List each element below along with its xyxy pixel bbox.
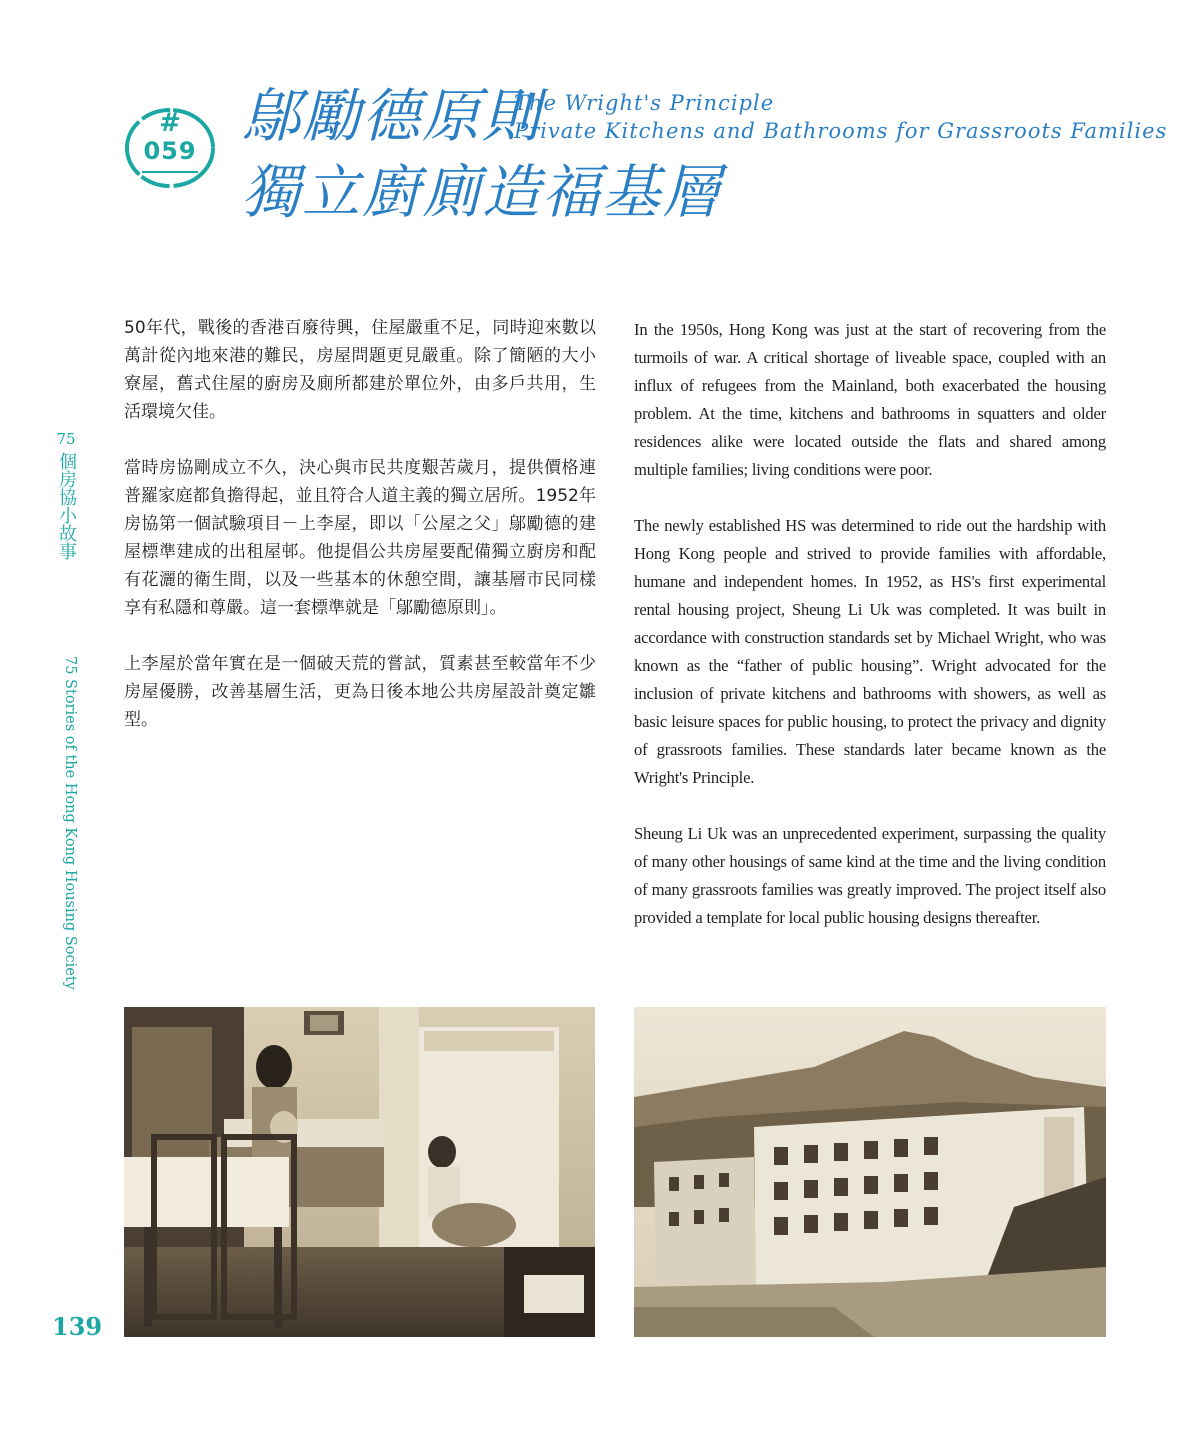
zh-paragraph-3: 上李屋於當年實在是一個破天荒的嘗試，質素甚至較當年不少房屋優勝，改善基層生活，更為日後本地公共房屋設計奠定雛型。 <box>124 654 596 730</box>
sheung-li-uk-estate-photo <box>634 1007 1106 1337</box>
zh-paragraph-2: 當時房協剛成立不久，決心與市民共度艱苦歲月，提供價格連普羅家庭都負擔得起，並且符合人道主義的獨立居所。1952年房協第一個試驗項目－上李屋，即以「公屋之父」鄔勵德的建屋標準建成的出租屋邨。他提倡公共房屋要配備獨立廚房和配有花灑的衛生間，以及一些基本的休憩空間，讓基層市民同樣享有私隱和尊嚴。這一套標準就是「鄔勵德原則」。 <box>124 458 596 618</box>
zh-paragraph-1: 50年代，戰後的香港百廢待興，住屋嚴重不足，同時迎來數以萬計從內地來港的難民，房屋問題更見嚴重。除了簡陋的大小寮屋，舊式住屋的廚房及廁所都建於單位外，由多戶共用，生活環境欠佳。 <box>124 318 596 422</box>
title-zh-line2: 獨立廚廁造福基層 <box>242 158 723 226</box>
en-paragraph-2: The newly established HS was determined to ride out the hardship with Hong Kong people and strived to provide families with affordable, humane and independent homes. In 1952, as HS's first experimental rental housing project, Sheung Li Uk was completed. It was built in accordance with construction standards set by Michael Wright, who was known as the “father of public housing”. Wright advocated for the inclusion of private kitchens and bathrooms with showers, as well as basic leisure spaces for public housing, to protect the privacy and dignity of grassroots families. These standards later became known as the Wright's Principle. <box>634 516 1106 787</box>
en-paragraph-1: In the 1950s, Hong Kong was just at the start of recovering from the turmoils of war. A critical shortage of liveable space, coupled with an influx of refugees from the Mainland, both exacerbated the housing problem. At the time, kitchens and bathrooms in squatters and older residences alike were located outside the flats and shared among multiple families; living conditions were poor. <box>634 320 1106 479</box>
sidebar-number: 75 <box>56 430 76 448</box>
en-paragraph-3: Sheung Li Uk was an unprecedented experiment, surpassing the quality of many other housings of same kind at the time and the living condition of many grassroots families was greatly improved. The project itself also provided a template for local public housing designs thereafter. <box>634 824 1106 927</box>
title-zh-line1: 鄔勵德原則 <box>242 82 543 150</box>
english-body-column <box>634 316 1106 960</box>
badge-number: 059 <box>143 137 197 165</box>
title-en-line1: The Wright's Principle <box>514 91 775 115</box>
interior-family-photo <box>124 1007 595 1337</box>
sidebar-zh-title: 個房協小故事 <box>56 452 77 560</box>
page-number: 139 <box>52 1312 103 1341</box>
badge-hash: # <box>159 108 181 138</box>
chinese-body-column <box>124 314 596 762</box>
story-number-badge <box>124 107 216 189</box>
sidebar-en-title: 75 Stories of the Hong Kong Housing Society <box>62 656 78 990</box>
title-en-line2: Private Kitchens and Bathrooms for Grassroots Families <box>514 119 1168 143</box>
badge-underline <box>142 171 198 173</box>
